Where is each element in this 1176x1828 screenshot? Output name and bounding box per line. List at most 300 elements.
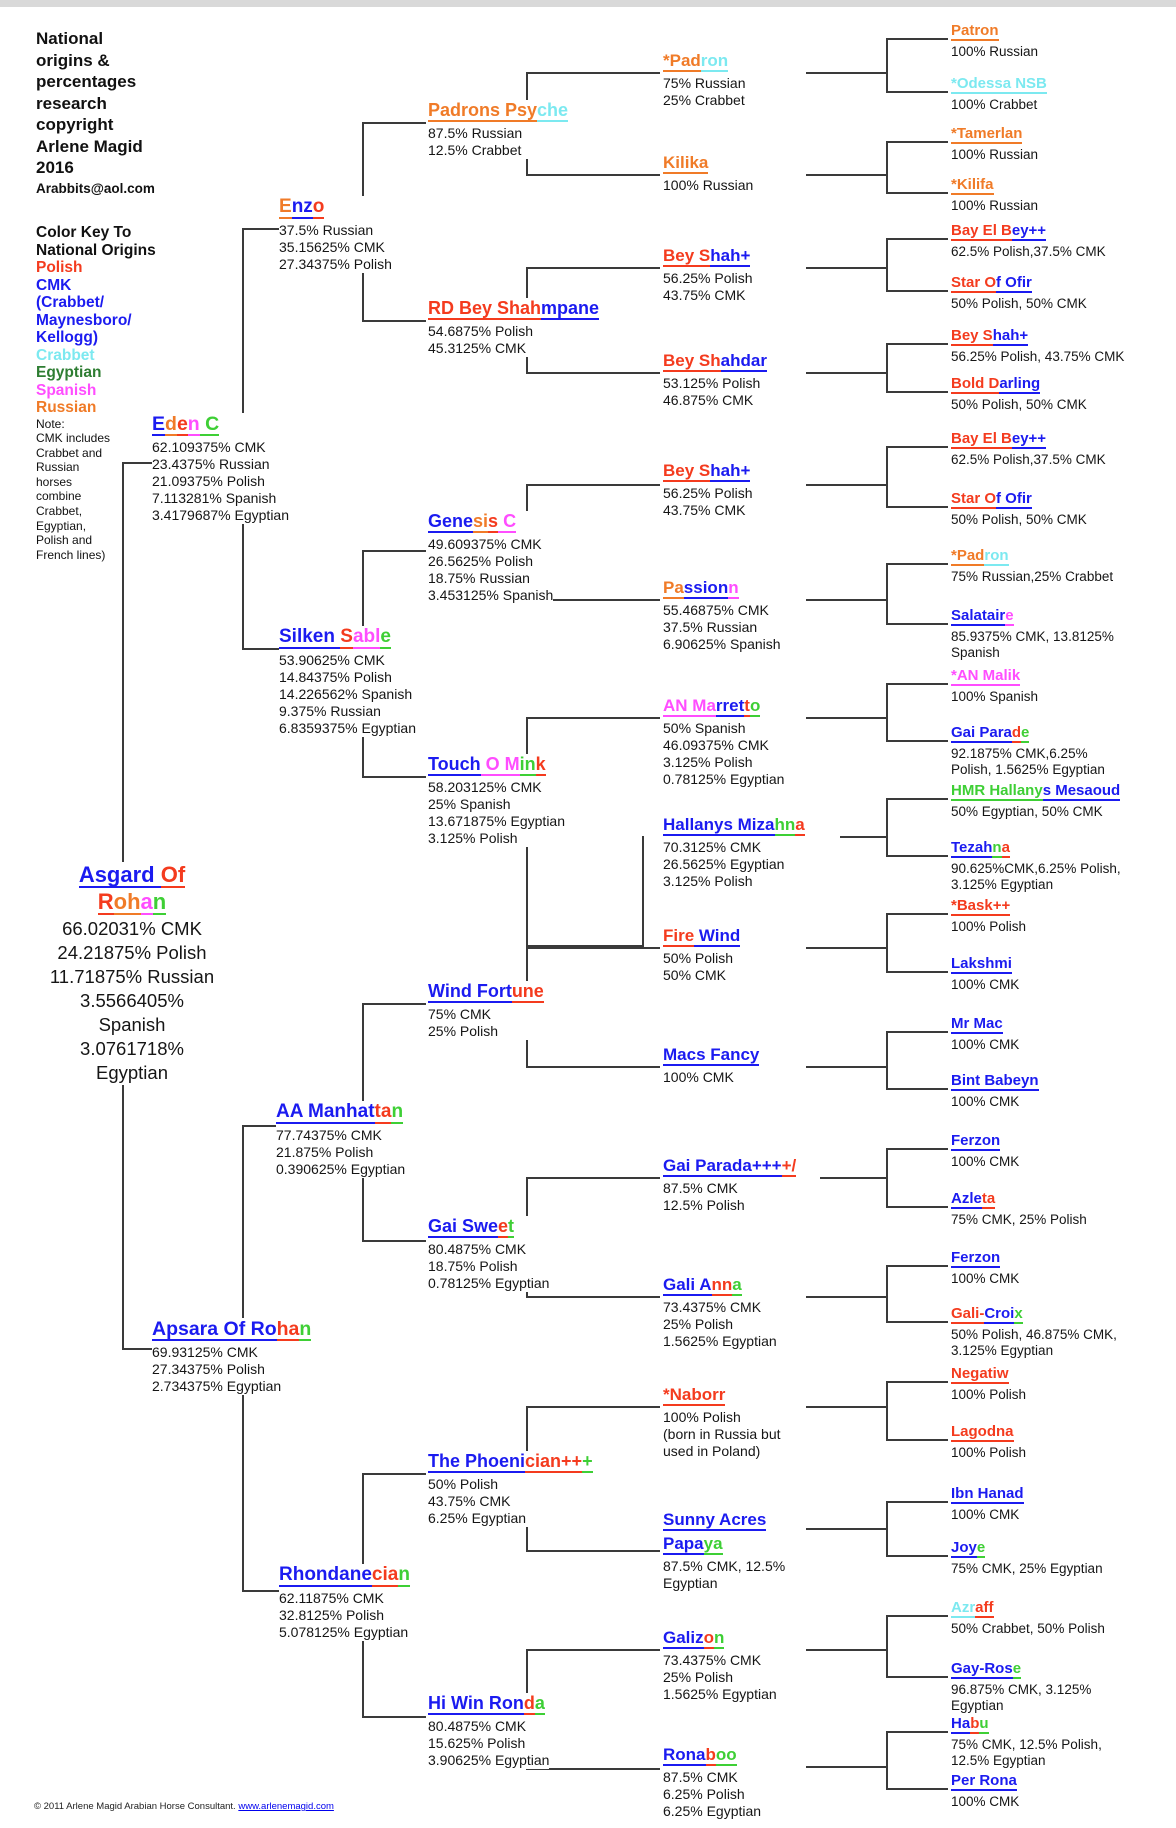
origin-percentage-line: 26.5625% Egyptian bbox=[663, 855, 785, 872]
origin-percentage-line: 87.5% CMK bbox=[663, 1179, 738, 1196]
name-segment: n bbox=[714, 1628, 725, 1647]
name-segment: + bbox=[582, 1451, 593, 1471]
horse-name bbox=[663, 153, 753, 174]
origin-percentage-line: 100% CMK bbox=[951, 976, 1020, 992]
horse-name bbox=[276, 1101, 405, 1124]
origin-percentage-line: 100% CMK bbox=[951, 1793, 1020, 1809]
origin-percentage-line: 56.25% Polish bbox=[663, 269, 753, 286]
connector-line bbox=[886, 1031, 888, 1090]
connector-line bbox=[642, 836, 644, 947]
name-segment: Gene bbox=[428, 511, 474, 531]
horse-name bbox=[663, 1745, 761, 1766]
origin-percentage-line: 100% Russian bbox=[951, 43, 1039, 59]
connector-line bbox=[886, 1206, 948, 1208]
connector-line bbox=[242, 1590, 280, 1592]
origin-percentage-line: 0.78125% Egyptian bbox=[428, 1274, 550, 1291]
origin-percentage-line: 50% Crabbet, 50% Polish bbox=[951, 1620, 1105, 1636]
connector-line bbox=[886, 683, 888, 742]
horse-name bbox=[951, 1715, 1102, 1734]
horse-name bbox=[428, 298, 599, 320]
name-segment: Bey S bbox=[663, 461, 711, 480]
origin-percentage-line: 14.84375% Polish bbox=[279, 668, 392, 685]
pedigree-node-bolddarling bbox=[951, 375, 1087, 413]
horse-name bbox=[152, 1318, 311, 1341]
origin-percentage-line: 100% CMK bbox=[951, 1036, 1020, 1052]
connector-line bbox=[242, 1125, 280, 1127]
origin-percentage-line: 46.875% CMK bbox=[663, 391, 754, 408]
origin-percentage-line: 37.5% Russian bbox=[279, 221, 374, 238]
color-key-entry: (Crabbet/ bbox=[36, 294, 105, 311]
origin-percentage-line: 50% Polish, 50% CMK bbox=[951, 295, 1087, 311]
title-line: percentages bbox=[36, 72, 137, 91]
connector-line bbox=[886, 238, 948, 240]
origin-percentage-line: 100% Polish bbox=[663, 1408, 741, 1425]
origin-percentage-line: 56.25% Polish, 43.75% CMK bbox=[951, 348, 1125, 364]
color-key-entry: Spanish bbox=[36, 381, 97, 399]
connector-line bbox=[806, 174, 886, 176]
connector-line bbox=[886, 1615, 948, 1617]
color-key-entry: Crabbet bbox=[36, 346, 95, 364]
horse-name bbox=[951, 222, 1106, 241]
pedigree-node-odessa bbox=[951, 75, 1047, 113]
origin-percentage-line: Egyptian bbox=[96, 1061, 168, 1083]
origin-percentage-line: 25% Polish bbox=[663, 1315, 734, 1332]
pedigree-node-lakshmi bbox=[951, 955, 1019, 993]
origin-percentage-line: 26.5625% Polish bbox=[428, 552, 534, 569]
name-segment: n bbox=[187, 413, 200, 435]
pedigree-node-ibnhanad bbox=[951, 1485, 1024, 1523]
connector-line bbox=[806, 1406, 886, 1408]
connector-line bbox=[242, 648, 280, 650]
pedigree-node-gayrose bbox=[951, 1660, 1091, 1714]
footer-link[interactable]: www.arlenemagid.com bbox=[238, 1801, 334, 1812]
horse-name bbox=[663, 1045, 759, 1066]
pedigree-node-habu bbox=[951, 1715, 1102, 1769]
connector-line bbox=[886, 1265, 948, 1267]
pedigree-node-azleta bbox=[951, 1190, 1087, 1228]
name-segment: cian++ bbox=[525, 1451, 583, 1471]
connector-line bbox=[362, 1716, 426, 1718]
pedigree-node-padron5 bbox=[663, 51, 746, 109]
horse-name bbox=[951, 274, 1087, 293]
name-segment: a bbox=[732, 1275, 742, 1294]
name-segment: rret bbox=[715, 696, 745, 715]
color-key-entry: Maynesboro/ bbox=[36, 311, 132, 329]
name-segment: u bbox=[979, 1715, 989, 1732]
origin-percentage-line: 0.78125% Egyptian bbox=[663, 770, 785, 787]
pedigree-node-naborr bbox=[663, 1385, 781, 1460]
name-segment: ahdar bbox=[720, 351, 767, 370]
horse-name bbox=[951, 22, 1038, 41]
pedigree-node-root bbox=[18, 862, 246, 1085]
origin-percentage-line: 0.390625% Egyptian bbox=[276, 1160, 406, 1177]
name-segment: Negatiw bbox=[951, 1365, 1009, 1382]
origin-percentage-line: 25% Spanish bbox=[428, 795, 511, 812]
origin-percentage-line: Egyptian bbox=[951, 1697, 1004, 1713]
pedigree-node-negatiw bbox=[951, 1365, 1026, 1403]
horse-name bbox=[663, 1628, 777, 1649]
name-segment: RD Bey Shah bbox=[428, 298, 542, 318]
name-segment: Silken bbox=[279, 626, 341, 647]
name-segment: *Pad bbox=[663, 51, 701, 70]
horse-name bbox=[428, 754, 565, 776]
name-segment: Lakshmi bbox=[951, 955, 1012, 972]
origin-percentage-line: 62.109375% CMK bbox=[152, 439, 266, 456]
origin-percentage-line: 50% CMK bbox=[663, 966, 727, 983]
horse-name bbox=[951, 955, 1019, 974]
name-segment: a bbox=[140, 889, 153, 915]
name-segment: x bbox=[1014, 1305, 1023, 1322]
connector-line bbox=[886, 446, 948, 448]
name-segment: s Mesaoud bbox=[1042, 782, 1121, 799]
pedigree-node-joye bbox=[951, 1539, 1103, 1577]
connector-line bbox=[886, 1265, 888, 1323]
origin-percentage-line: 58.203125% CMK bbox=[428, 778, 542, 795]
horse-name bbox=[951, 1660, 1091, 1679]
horse-name bbox=[428, 511, 553, 533]
name-segment: si bbox=[473, 511, 489, 531]
horse-name bbox=[951, 430, 1106, 449]
name-segment: Mr Mac bbox=[951, 1015, 1003, 1032]
horse-name bbox=[279, 1564, 410, 1587]
origin-percentage-line: 80.4875% CMK bbox=[428, 1240, 527, 1257]
name-segment: Rona bbox=[663, 1745, 706, 1764]
name-segment: Gai Para bbox=[951, 724, 1012, 741]
pedigree-node-starofir2 bbox=[951, 490, 1087, 528]
origin-percentage-line: 32.8125% Polish bbox=[279, 1606, 385, 1623]
pedigree-node-eden bbox=[152, 413, 289, 524]
pedigree-node-beyshahdar bbox=[663, 351, 767, 409]
connector-line bbox=[886, 1788, 948, 1790]
pedigree-node-ferzon2 bbox=[951, 1249, 1019, 1287]
origin-percentage-line: 43.75% CMK bbox=[663, 501, 746, 518]
horse-name bbox=[279, 626, 416, 649]
name-segment: Rhondane bbox=[279, 1564, 372, 1585]
color-key-note-line: Crabbet, bbox=[36, 504, 83, 519]
name-segment: Papa bbox=[663, 1533, 704, 1553]
name-segment: *Tamerlan bbox=[951, 125, 1023, 142]
connector-line bbox=[806, 1766, 886, 1768]
connector-line bbox=[886, 563, 888, 625]
horse-name bbox=[951, 1015, 1019, 1034]
origin-percentage-line: 37.5% Russian bbox=[663, 618, 758, 635]
origin-percentage-line: Spanish bbox=[951, 644, 1000, 660]
connector-line bbox=[886, 1148, 888, 1208]
name-segment: Macs Fancy bbox=[663, 1045, 760, 1064]
origin-percentage-line: 5.078125% Egyptian bbox=[279, 1623, 409, 1640]
horse-name bbox=[951, 375, 1087, 394]
name-segment: abl bbox=[352, 626, 381, 647]
color-key bbox=[36, 224, 166, 562]
connector-line bbox=[886, 192, 948, 194]
horse-name bbox=[951, 782, 1120, 801]
name-segment: Star O bbox=[951, 490, 997, 507]
name-segment: ron bbox=[984, 547, 1009, 564]
origin-percentage-line: 53.90625% CMK bbox=[279, 651, 385, 668]
connector-line bbox=[362, 1473, 426, 1475]
name-segment: Gai Swe bbox=[428, 1216, 499, 1236]
origin-percentage-line: 3.90625% Egyptian bbox=[428, 1751, 550, 1768]
pedigree-node-azraff bbox=[951, 1599, 1105, 1637]
name-segment: aff bbox=[975, 1599, 994, 1616]
connector-line bbox=[886, 343, 888, 393]
connector-line bbox=[886, 38, 948, 40]
name-segment: e bbox=[498, 1216, 509, 1236]
connector-line bbox=[362, 122, 426, 124]
origin-percentage-line: 50% Polish bbox=[663, 949, 734, 966]
name-segment: e bbox=[1005, 607, 1014, 624]
pedigree-node-bask bbox=[951, 897, 1026, 935]
connector-line bbox=[362, 320, 426, 322]
name-segment: O M bbox=[480, 754, 520, 774]
name-segment: mpane bbox=[541, 298, 600, 318]
pedigree-node-starofir1 bbox=[951, 274, 1087, 312]
origin-percentage-line: 69.93125% CMK bbox=[152, 1344, 258, 1361]
connector-line bbox=[526, 1550, 660, 1552]
origin-percentage-line: 27.34375% Polish bbox=[152, 1361, 265, 1378]
origin-percentage-line: 3.0761718% bbox=[80, 1037, 184, 1059]
origin-percentage-line: 70.3125% CMK bbox=[663, 838, 762, 855]
color-key-title: National Origins bbox=[36, 241, 156, 259]
origin-percentage-line: 77.74375% CMK bbox=[276, 1126, 382, 1143]
connector-line bbox=[886, 798, 948, 800]
name-segment: n bbox=[728, 578, 739, 597]
horse-name bbox=[663, 1385, 781, 1406]
name-segment: *Pad bbox=[951, 547, 985, 564]
name-segment: Ibn Hanad bbox=[951, 1485, 1024, 1502]
pedigree-node-ronaboo bbox=[663, 1745, 761, 1820]
origin-percentage-line: 25% Polish bbox=[428, 1022, 499, 1039]
horse-name bbox=[951, 1072, 1039, 1091]
connector-line bbox=[886, 1615, 888, 1678]
pedigree-node-tamerlan bbox=[951, 125, 1038, 163]
origin-percentage-line: 73.4375% CMK bbox=[663, 1651, 762, 1668]
name-segment: e bbox=[976, 1539, 986, 1556]
horse-name bbox=[951, 1305, 1117, 1324]
origin-percentage-line: 46.09375% CMK bbox=[663, 736, 769, 753]
color-key-entry: Polish bbox=[36, 259, 83, 276]
title-line: origins & bbox=[36, 50, 110, 70]
footer-copyright: © 2011 Arlene Magid Arabian Horse Consultant. bbox=[34, 1801, 239, 1812]
connector-line bbox=[886, 1439, 948, 1441]
connector-line bbox=[886, 1501, 888, 1557]
name-segment: Hallanys Miza bbox=[663, 815, 775, 834]
connector-line bbox=[820, 1177, 886, 1179]
horse-name bbox=[663, 461, 753, 482]
name-segment: Bey S bbox=[663, 246, 711, 265]
name-segment: Bey Sh bbox=[663, 351, 721, 370]
origin-percentage-line: 100% Russian bbox=[951, 146, 1039, 162]
name-segment: Of bbox=[160, 862, 186, 887]
horse-name bbox=[951, 1365, 1026, 1384]
name-segment: Apsara Of Ro bbox=[152, 1318, 277, 1340]
name-segment: Azr bbox=[951, 1599, 976, 1616]
name-segment: R bbox=[97, 889, 114, 915]
origin-percentage-line: Spanish bbox=[98, 1013, 166, 1035]
origin-percentage-line: 6.25% Egyptian bbox=[663, 1802, 762, 1819]
origin-percentage-line: 18.75% Russian bbox=[428, 569, 530, 586]
horse-name bbox=[663, 351, 767, 372]
name-segment: nn bbox=[711, 1275, 733, 1294]
connector-line bbox=[886, 506, 948, 508]
pedigree-node-beyshah2 bbox=[663, 461, 753, 519]
horse-name bbox=[663, 815, 805, 836]
origin-percentage-line: 87.5% Russian bbox=[428, 124, 523, 141]
origin-percentage-line: 75% CMK, 25% Egyptian bbox=[951, 1560, 1103, 1576]
name-segment: ey++ bbox=[1011, 430, 1047, 447]
connector-line bbox=[526, 717, 660, 719]
name-segment: hah+ bbox=[710, 461, 751, 480]
name-segment: Wind bbox=[694, 926, 741, 945]
origin-percentage-line: 100% Polish bbox=[951, 918, 1027, 934]
name-segment: une bbox=[511, 981, 544, 1001]
name-segment: d bbox=[523, 1693, 535, 1713]
origin-percentage-line: 87.5% CMK, 12.5% bbox=[663, 1557, 786, 1574]
pedigree-node-galianna bbox=[663, 1275, 777, 1350]
name-segment: Hi Win Ron bbox=[428, 1693, 524, 1713]
horse-name bbox=[951, 1599, 1105, 1618]
horse-name bbox=[663, 926, 740, 947]
connector-line bbox=[806, 267, 886, 269]
connector-line bbox=[362, 1240, 426, 1242]
pedigree-node-macsfancy bbox=[663, 1045, 759, 1086]
origin-percentage-line: 75% CMK, 25% Polish bbox=[951, 1211, 1087, 1227]
connector-line bbox=[806, 1649, 886, 1651]
horse-name bbox=[951, 176, 1038, 195]
origin-percentage-line: 62.5% Polish,37.5% CMK bbox=[951, 243, 1106, 259]
horse-name bbox=[951, 1539, 1103, 1558]
connector-line bbox=[886, 913, 948, 915]
connector-line bbox=[886, 1031, 948, 1033]
name-segment: s bbox=[488, 511, 499, 531]
name-segment: oo bbox=[715, 1745, 737, 1764]
color-key-entry: CMK bbox=[36, 276, 72, 294]
pedigree-node-windfortune bbox=[428, 981, 544, 1040]
horse-name bbox=[428, 1216, 549, 1238]
origin-percentage-line: 75% CMK, 12.5% Polish, bbox=[951, 1736, 1102, 1752]
name-segment: C bbox=[498, 511, 517, 531]
connector-line bbox=[526, 1177, 660, 1179]
name-segment: Touch bbox=[428, 754, 481, 774]
connector-line bbox=[886, 971, 948, 973]
connector-line bbox=[806, 947, 886, 949]
horse-name bbox=[663, 1275, 777, 1296]
origin-percentage-line: 25% Polish bbox=[663, 1668, 734, 1685]
origin-percentage-line: 73.4375% CMK bbox=[663, 1298, 762, 1315]
origin-percentage-line: 62.5% Polish,37.5% CMK bbox=[951, 451, 1106, 467]
pedigree-node-galizon bbox=[663, 1628, 777, 1703]
origin-percentage-line: 50% Egyptian, 50% CMK bbox=[951, 803, 1103, 819]
horse-name bbox=[428, 1693, 549, 1715]
connector-line bbox=[886, 141, 888, 194]
name-segment: Gay-Ros bbox=[951, 1660, 1013, 1677]
name-segment: e bbox=[380, 626, 391, 647]
horse-name bbox=[18, 862, 246, 888]
pedigree-node-hallanys bbox=[663, 815, 805, 890]
connector-line bbox=[886, 391, 948, 393]
origin-percentage-line: 12.5% Egyptian bbox=[951, 1752, 1046, 1768]
pedigree-node-galicroix bbox=[951, 1305, 1117, 1359]
horse-name bbox=[18, 889, 246, 915]
name-segment: t bbox=[744, 696, 750, 715]
contact-email: Arabbits@aol.com bbox=[36, 180, 155, 196]
name-segment: E bbox=[152, 413, 166, 435]
name-segment: hah+ bbox=[992, 327, 1029, 344]
origin-percentage-line: 18.75% Polish bbox=[428, 1257, 518, 1274]
horse-name bbox=[951, 724, 1105, 743]
connector-line bbox=[526, 174, 660, 176]
connector-line bbox=[806, 1066, 886, 1068]
horse-name bbox=[951, 1772, 1019, 1791]
horse-name bbox=[951, 897, 1026, 916]
chart-title bbox=[36, 28, 226, 199]
origin-percentage-line: Egyptian bbox=[663, 1574, 718, 1591]
connector-line bbox=[806, 717, 886, 719]
origin-percentage-line: 35.15625% CMK bbox=[279, 238, 385, 255]
connector-line bbox=[886, 1731, 948, 1733]
origin-percentage-line: 50% Polish, 46.875% CMK, bbox=[951, 1326, 1117, 1342]
origin-percentage-line: 2.734375% Egyptian bbox=[152, 1378, 282, 1395]
name-segment: Salatair bbox=[951, 607, 1006, 624]
origin-percentage-line: 75% Russian,25% Crabbet bbox=[951, 568, 1114, 584]
pedigree-node-anmarretto bbox=[663, 696, 784, 788]
name-segment: d bbox=[165, 413, 177, 435]
connector-line bbox=[886, 1088, 948, 1090]
origin-percentage-line: 75% CMK bbox=[428, 1005, 492, 1022]
name-segment: k bbox=[535, 754, 546, 774]
origin-percentage-line: 3.125% Egyptian bbox=[951, 1342, 1054, 1358]
connector-line bbox=[806, 599, 886, 601]
name-segment: Per Rona bbox=[951, 1772, 1017, 1789]
origin-percentage-line: 54.6875% Polish bbox=[428, 322, 534, 339]
name-segment: b bbox=[705, 1745, 716, 1764]
connector-line bbox=[362, 776, 426, 778]
connector-line bbox=[886, 343, 948, 345]
connector-line bbox=[886, 1501, 948, 1503]
color-key-note-line: Polish and bbox=[36, 533, 93, 548]
horse-name bbox=[951, 75, 1047, 94]
origin-percentage-line: 87.5% CMK bbox=[663, 1768, 738, 1785]
origin-percentage-line: 11.71875% Russian bbox=[49, 965, 215, 987]
connector-line bbox=[526, 372, 660, 374]
name-segment: f Ofir bbox=[996, 490, 1032, 507]
name-segment: o bbox=[312, 196, 325, 217]
horse-name bbox=[951, 547, 1113, 566]
horse-name bbox=[951, 839, 1121, 858]
origin-percentage-line: 100% Polish bbox=[951, 1444, 1027, 1460]
pedigree-node-rhondanecian bbox=[279, 1564, 410, 1641]
origin-percentage-line: 25% Crabbet bbox=[663, 91, 745, 108]
origin-percentage-line: 6.90625% Spanish bbox=[663, 635, 781, 652]
name-segment: f Ofir bbox=[996, 274, 1032, 291]
connector-line bbox=[526, 484, 660, 486]
color-key-note-line: horses bbox=[36, 474, 73, 489]
name-segment: e bbox=[176, 413, 188, 435]
connector-line bbox=[886, 38, 888, 93]
pedigree-node-genesis bbox=[428, 511, 553, 604]
pedigree-node-bayelbey2 bbox=[951, 430, 1106, 468]
connector-line bbox=[886, 1321, 948, 1323]
connector-line bbox=[886, 798, 888, 857]
title-line: Arlene Magid bbox=[36, 136, 143, 156]
origin-percentage-line: 21.875% Polish bbox=[276, 1143, 374, 1160]
origin-percentage-line: 12.5% Crabbet bbox=[428, 141, 522, 158]
name-segment: d bbox=[1011, 724, 1022, 741]
name-segment: a bbox=[1001, 839, 1010, 856]
name-segment: Bay El B bbox=[951, 222, 1012, 239]
connector-line bbox=[886, 1381, 888, 1441]
name-segment: HMR Hallany bbox=[951, 782, 1043, 799]
